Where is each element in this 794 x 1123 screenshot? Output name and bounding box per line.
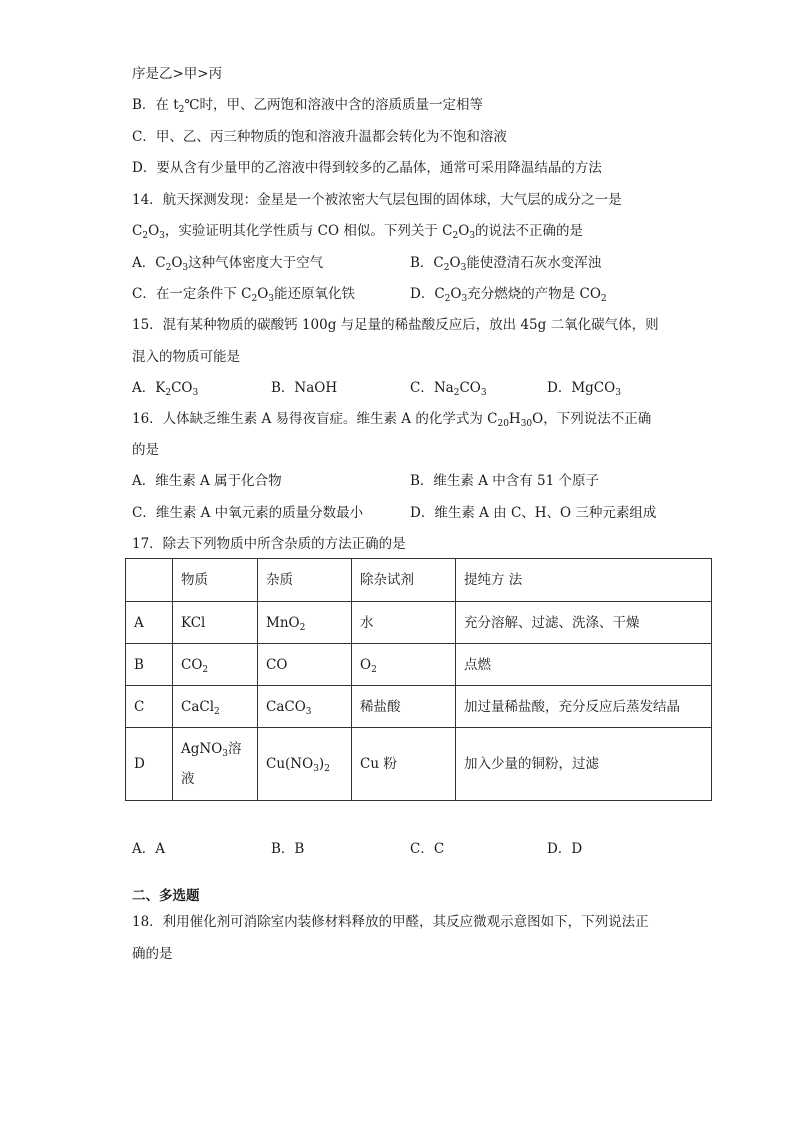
header-cell-method: 提纯方 法 [456, 559, 712, 602]
row-label: A [126, 602, 173, 644]
q13-continuation: 序是乙>甲>丙 [132, 66, 223, 82]
cell-impurity: MnO$_2$ [258, 602, 352, 644]
q17-stem: 17．除去下列物质中所含杂质的方法正确的是 [132, 536, 406, 552]
table-row [126, 644, 712, 686]
table-row [126, 728, 712, 801]
section-title: 二、多选题 [132, 888, 200, 904]
q17-option-c: C．C [410, 841, 445, 857]
q15-stem-line2: 混入的物质可能是 [132, 349, 240, 365]
q16-stem-line2: 的是 [132, 442, 159, 458]
cell-impurity: $Cu(NO_3)_2$ [258, 728, 352, 801]
cell-impurity: CaCO$_3$ [258, 686, 352, 728]
cell-impurity: CO [258, 644, 352, 686]
q16-option-b: B．维生素 A 中含有 51 个原子 [410, 473, 600, 489]
q14-stem-line2: $C_2O_3$，实验证明其化学性质与 CO 相似。下列关于 $C_2O_3$的说法不正确的是 [132, 223, 584, 241]
row-label: D [126, 728, 173, 801]
cell-substance: AgNO$_3$溶 液 [173, 728, 258, 801]
q17-table [125, 558, 712, 801]
q13-option-c: C．甲、乙、丙三种物质的饱和溶液升温都会转化为不饱和溶液 [132, 129, 507, 145]
cell-reagent: Cu 粉 [352, 728, 456, 801]
q16-option-d: D．维生素 A 由 C、H、O 三种元素组成 [410, 505, 657, 521]
q14-option-b: B．$C_2O_3$能使澄清石灰水变浑浊 [410, 255, 602, 273]
cell-method: 充分溶解、过滤、洗涤、干燥 [456, 602, 712, 644]
q16-stem-line1: 16．人体缺乏维生素 A 易得夜盲症。维生素 A 的化学式为 $C_{20}H_{30}O$，下列说法不正确 [132, 411, 652, 429]
q14-option-c: C．在一定条件下 $C_2O_3$能还原氧化铁 [132, 286, 355, 304]
q17-option-a: A．A [132, 841, 165, 857]
table-row [126, 602, 712, 644]
cell-method: 加入少量的铜粉，过滤 [456, 728, 712, 801]
table-header-row [126, 559, 712, 602]
cell-method: 点燃 [456, 644, 712, 686]
cell-substance: CaCl$_2$ [173, 686, 258, 728]
q16-option-c: C．维生素 A 中氧元素的质量分数最小 [132, 505, 364, 521]
q17-option-d: D．D [547, 841, 583, 857]
q14-option-a: A．$C_2O_3$这种气体密度大于空气 [132, 255, 324, 273]
q15-option-b: B．NaOH [271, 380, 338, 396]
q15-option-a: A．$K_2CO_3$ [132, 380, 199, 398]
header-cell-substance: 物质 [173, 559, 258, 602]
cell-method: 加过量稀盐酸，充分反应后蒸发结晶 [456, 686, 712, 728]
header-cell-impurity: 杂质 [258, 559, 352, 602]
cell-reagent: 水 [352, 602, 456, 644]
q18-stem-line1: 18．利用催化剂可消除室内装修材料释放的甲醛，其反应微观示意图如下，下列说法正 [132, 914, 649, 930]
q14-stem-line1: 14．航天探测发现：金星是一个被浓密大气层包围的固体球，大气层的成分之一是 [132, 192, 622, 208]
q16-option-a: A．维生素 A 属于化合物 [132, 473, 282, 489]
q17-option-b: B．B [271, 841, 305, 857]
table-row [126, 686, 712, 728]
q13-option-d: D．要从含有少量甲的乙溶液中得到较多的乙晶体，通常可采用降温结晶的方法 [132, 160, 602, 176]
row-label: C [126, 686, 173, 728]
q15-stem-line1: 15．混有某种物质的碳酸钙 100g 与足量的稀盐酸反应后，放出 45g 二氧化碳气体，则 [132, 317, 659, 333]
cell-reagent: $O_2$ [352, 644, 456, 686]
q15-option-c: C．$Na_2CO_3$ [410, 380, 487, 398]
q18-stem-line2: 确的是 [132, 946, 173, 962]
row-label: B [126, 644, 173, 686]
cell-reagent: 稀盐酸 [352, 686, 456, 728]
cell-substance: $CO_2$ [173, 644, 258, 686]
header-cell [126, 559, 173, 602]
header-cell-reagent: 除杂试剂 [352, 559, 456, 602]
q13-option-b: B．在 $t_2℃$时，甲、乙两饱和溶液中含的溶质质量一定相等 [132, 97, 483, 115]
q14-option-d: D．$C_2O_3$充分燃烧的产物是 $CO_2$ [410, 286, 607, 304]
cell-substance: KCl [173, 602, 258, 644]
q15-option-d: D．MgCO$_3$ [547, 380, 621, 398]
